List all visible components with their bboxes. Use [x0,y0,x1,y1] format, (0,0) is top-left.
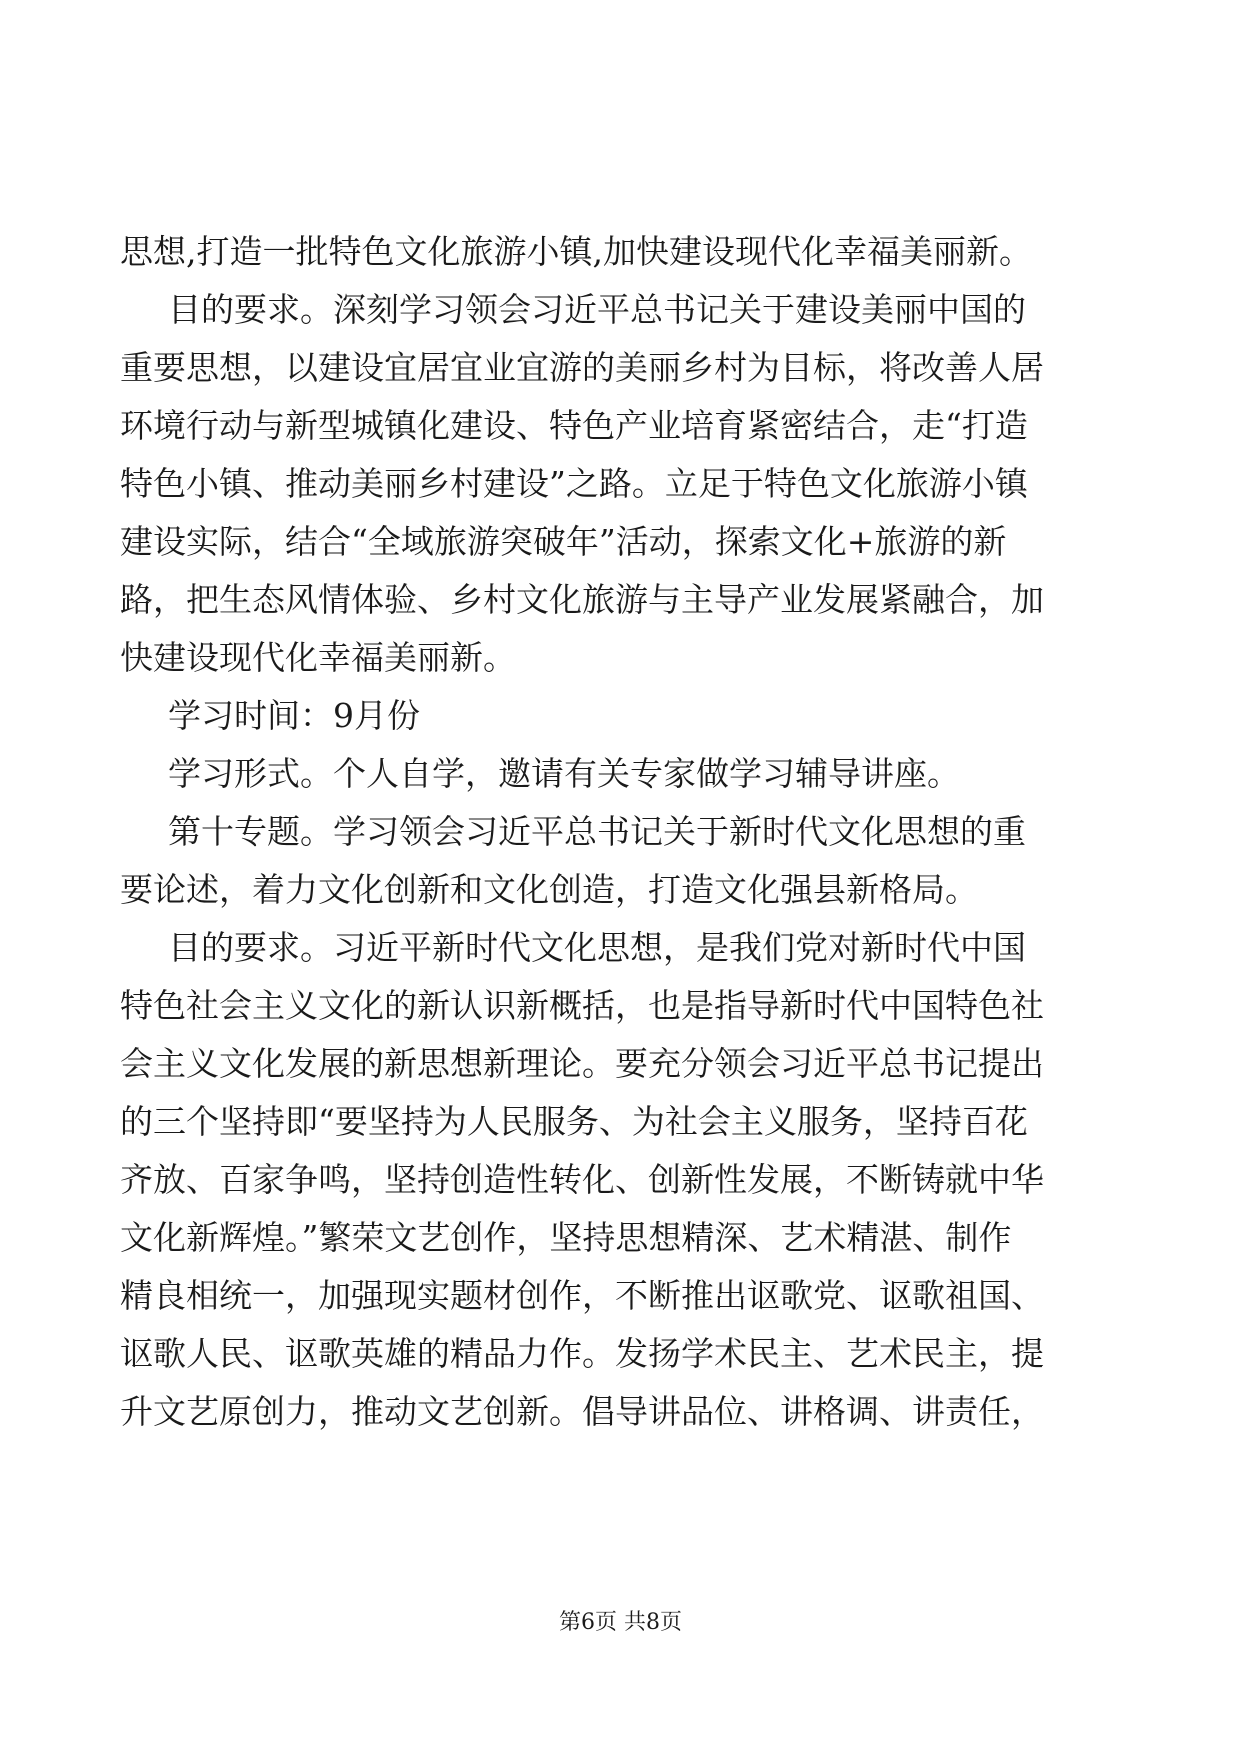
paragraph-start-line: 目的要求。深刻学习领会习近平总书记关于建设美丽中国的 [168,290,1026,329]
text-line: 要论述，着力文化创新和文化创造，打造文化强县新格局。 [120,870,978,909]
text-line: 会主义文化发展的新思想新理论。要充分领会习近平总书记提出 [120,1044,1044,1083]
text-line: 思想,打造一批特色文化旅游小镇,加快建设现代化幸福美丽新。 [120,232,1032,271]
text-line: 特色社会主义文化的新认识新概括，也是指导新时代中国特色社 [120,986,1044,1025]
text-line: 环境行动与新型城镇化建设、特色产业培育紧密结合，走“打造 [120,406,1028,445]
text-line: 讴歌人民、讴歌英雄的精品力作。发扬学术民主、艺术民主，提 [120,1334,1044,1373]
text-line: 建设实际，结合“全域旅游突破年”活动，探索文化+旅游的新 [120,522,1007,561]
paragraph-start-line: 第十专题。学习领会习近平总书记关于新时代文化思想的重 [168,812,1026,851]
text-line: 精良相统一，加强现实题材创作，不断推出讴歌党、讴歌祖国、 [120,1276,1044,1315]
text-line: 文化新辉煌。”繁荣文艺创作，坚持思想精深、艺术精湛、制作 [120,1218,1012,1257]
text-line: 齐放、百家争鸣，坚持创造性转化、创新性发展，不断铸就中华 [120,1160,1044,1199]
text-line: 快建设现代化幸福美丽新。 [120,638,516,677]
paragraph-start-line: 学习形式。个人自学，邀请有关专家做学习辅导讲座。 [168,754,960,793]
text-line: 的三个坚持即“要坚持为人民服务、为社会主义服务，坚持百花 [120,1102,1028,1141]
page-number-label: 第6页 共8页 [559,1610,682,1635]
page-footer [0,1608,1241,1638]
text-line: 特色小镇、推动美丽乡村建设”之路。立足于特色文化旅游小镇 [120,464,1028,503]
paragraph-start-line: 目的要求。习近平新时代文化思想，是我们党对新时代中国 [168,928,1026,967]
text-line: 路，把生态风情体验、乡村文化旅游与主导产业发展紧融合，加 [120,580,1044,619]
text-line: 重要思想，以建设宜居宜业宜游的美丽乡村为目标，将改善人居 [120,348,1044,387]
text-line: 升文艺原创力，推动文艺创新。倡导讲品位、讲格调、讲责任， [120,1392,1044,1431]
paragraph-start-line: 学习时间：9月份 [168,696,420,735]
